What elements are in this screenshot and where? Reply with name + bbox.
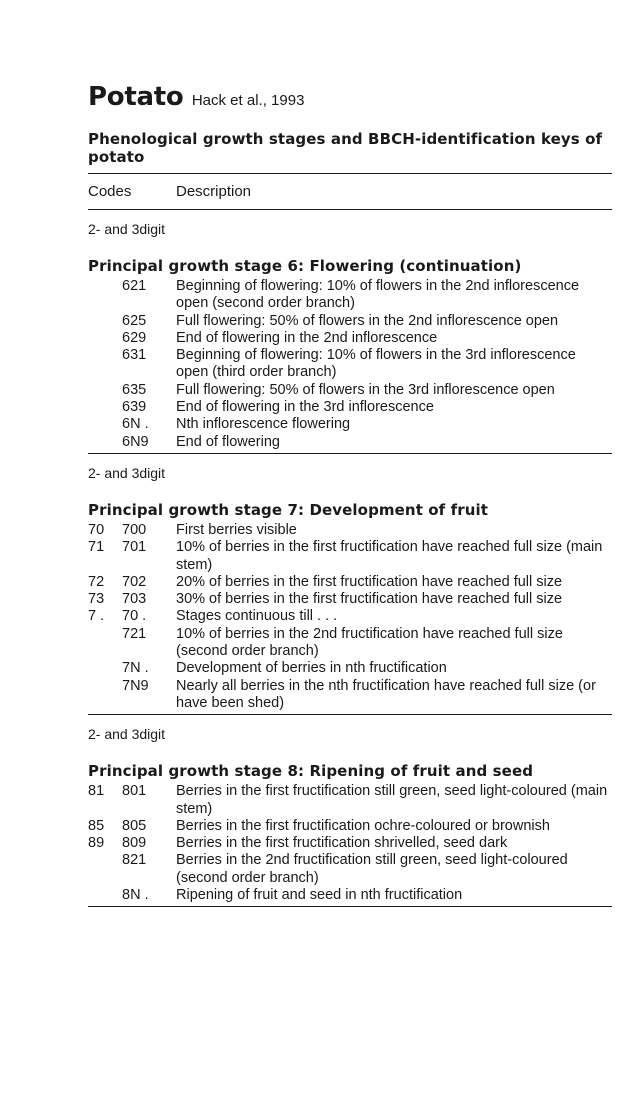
code-2digit: 73	[88, 591, 105, 608]
code-description: Development of berries in nth fructification	[176, 660, 447, 677]
code-row	[88, 852, 612, 887]
code-row	[88, 313, 612, 330]
code-description: Full flowering: 50% of flowers in the 2nd inflorescence open	[176, 312, 559, 329]
code-2digit	[88, 678, 122, 713]
code-row	[88, 818, 612, 835]
code-description: Nth inflorescence flowering	[176, 416, 351, 433]
stage-rows	[88, 278, 612, 451]
code-description: Stages continuous till . . .	[176, 608, 338, 625]
code-description: Beginning of flowering: 10% of flowers in the 3rd inflorescence open (third order branch)	[176, 347, 576, 381]
stage-rows	[88, 522, 612, 712]
code-row	[88, 539, 612, 574]
code-3digit: 700	[122, 521, 147, 538]
code-3digit: 801	[122, 783, 147, 800]
code-3digit: 7N9	[122, 677, 149, 694]
digit-label: 2- and 3digit	[88, 221, 166, 237]
code-2digit: 71	[88, 539, 105, 556]
code-description: End of flowering	[176, 433, 280, 450]
codes-header: Codes	[88, 183, 132, 200]
digit-label: 2- and 3digit	[88, 464, 166, 481]
code-row	[88, 399, 612, 416]
code-row	[88, 382, 612, 399]
code-description: End of flowering in the 2nd inflorescence	[176, 329, 438, 346]
code-2digit: 89	[88, 835, 105, 852]
code-2digit	[88, 382, 122, 399]
code-row	[88, 522, 612, 539]
code-row	[88, 887, 612, 904]
code-2digit: 85	[88, 817, 105, 834]
code-2digit	[88, 313, 122, 330]
code-3digit: 70 .	[122, 608, 147, 625]
code-row	[88, 835, 612, 852]
code-2digit	[88, 887, 122, 904]
divider	[88, 453, 612, 454]
code-3digit: 6N .	[122, 416, 149, 433]
code-description: Berries in the first fructification ochre-coloured or brownish	[176, 817, 550, 834]
code-2digit	[88, 399, 122, 416]
code-description: First berries visible	[176, 521, 297, 538]
code-2digit	[88, 416, 122, 433]
code-3digit: 721	[122, 625, 147, 642]
code-2digit	[88, 434, 122, 451]
code-3digit: 629	[122, 329, 147, 346]
column-header	[88, 174, 612, 209]
code-2digit: 70	[88, 521, 105, 538]
divider	[88, 906, 612, 907]
code-3digit: 7N .	[122, 660, 149, 677]
description-header: Description	[176, 183, 252, 200]
document-page	[88, 82, 612, 907]
title-line	[88, 82, 612, 116]
stage-title: Principal growth stage 8: Ripening of fruit and seed	[88, 762, 534, 781]
divider	[88, 209, 612, 210]
code-3digit: 821	[122, 852, 147, 869]
code-2digit	[88, 347, 122, 382]
stage-title: Principal growth stage 7: Development of fruit	[88, 500, 489, 519]
page-title: Potato	[88, 82, 184, 112]
code-3digit: 631	[122, 347, 147, 364]
code-2digit: 72	[88, 573, 105, 590]
code-row	[88, 330, 612, 347]
code-3digit: 639	[122, 399, 147, 416]
code-3digit: 701	[122, 539, 147, 556]
code-row	[88, 416, 612, 433]
code-description: 20% of berries in the first fructification have reached full size	[176, 573, 563, 590]
code-3digit: 805	[122, 817, 147, 834]
code-3digit: 702	[122, 573, 147, 590]
code-row	[88, 591, 612, 608]
code-3digit: 635	[122, 381, 147, 398]
code-description: Nearly all berries in the nth fructification have reached full size (or have been shed)	[176, 677, 596, 711]
code-3digit: 6N9	[122, 433, 149, 450]
code-row	[88, 347, 612, 382]
code-2digit: 81	[88, 783, 105, 800]
divider	[88, 714, 612, 715]
code-description: 30% of berries in the first fructification have reached full size	[176, 591, 563, 608]
code-2digit	[88, 626, 122, 661]
code-description: Full flowering: 50% of flowers in the 3rd inflorescence open	[176, 381, 555, 398]
subtitle: Phenological growth stages and BBCH-identification keys of potato	[88, 130, 603, 166]
code-description: Berries in the first fructification still green, seed light-coloured (main stem)	[176, 783, 608, 817]
stage-title: Principal growth stage 6: Flowering (continuation)	[88, 257, 522, 275]
code-2digit	[88, 330, 122, 347]
code-2digit	[88, 660, 122, 677]
code-description: 10% of berries in the first fructification have reached full size (main stem)	[176, 539, 603, 573]
code-row	[88, 608, 612, 625]
code-2digit: 7 .	[88, 608, 105, 625]
stage-rows	[88, 783, 612, 904]
code-row	[88, 434, 612, 451]
code-2digit	[88, 852, 122, 887]
code-row	[88, 660, 612, 677]
code-3digit: 625	[122, 312, 147, 329]
code-row	[88, 574, 612, 591]
code-description: End of flowering in the 3rd inflorescence	[176, 399, 434, 416]
code-2digit	[88, 278, 122, 313]
code-description: Beginning of flowering: 10% of flowers in the 2nd inflorescence open (second order branch)	[176, 278, 580, 312]
citation: Hack et al., 1993	[191, 92, 305, 109]
code-3digit: 8N .	[122, 887, 149, 904]
code-3digit: 809	[122, 835, 147, 852]
code-row	[88, 678, 612, 713]
code-row	[88, 278, 612, 313]
code-description: Ripening of fruit and seed in nth fructification	[176, 887, 463, 904]
code-description: Berries in the first fructification shrivelled, seed dark	[176, 835, 508, 852]
code-row	[88, 783, 612, 818]
code-description: 10% of berries in the 2nd fructification have reached full size (second order branch)	[176, 625, 563, 660]
code-3digit: 621	[122, 278, 147, 294]
code-row	[88, 626, 612, 661]
digit-label: 2- and 3digit	[88, 726, 166, 743]
code-3digit: 703	[122, 591, 147, 608]
code-description: Berries in the 2nd fructification still green, seed light-coloured (second order branch)	[176, 852, 568, 886]
